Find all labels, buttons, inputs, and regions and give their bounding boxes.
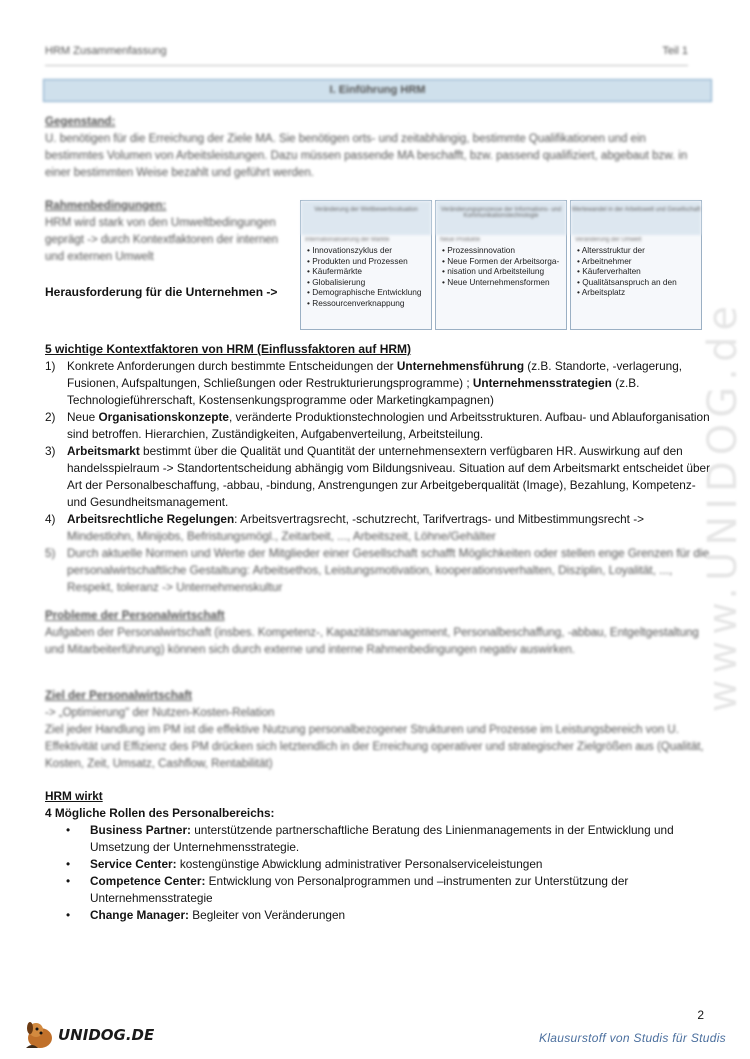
kontext-item-num: 4) (45, 512, 56, 526)
list-item: • Produkten und Prozessen (307, 256, 431, 267)
figure-column-2-list (436, 245, 566, 287)
figure-column-1 (300, 200, 432, 330)
gegenstand-section (45, 114, 705, 182)
role-text: unterstützende partnerschaftliche Beratung des Linienmanagements in der Entwicklung und Umsetzung der Unternehmensstrategie. (90, 823, 674, 854)
kontext-list (45, 358, 710, 528)
role-label: Service Center: (90, 857, 177, 871)
ziel-text: Ziel jeder Handlung im PM ist die effektive Nutzung personalbezogener Strukturen und Prozesse im Leistungsbereich von U. Effektivität und Effizienz des PM drücken sich letztendlich in der Erreichung operativer und strategischer Zielgrößen aus (Qualität, Kosten, Zeit, Umsatz, Cashflow, Rentabilität) (45, 724, 704, 770)
kontext-item-5-num: 5) (45, 546, 56, 560)
watermark: www.UNIDOG.de (700, 300, 746, 713)
kontext-item-5-text: Durch aktuelle Normen und Werte der Mitglieder einer Gesellschaft schafft Möglichkeiten oder stellen enge Grenzen für die personalwirtschaftliche Gestaltung: Arbeitsethos, Leistungsmotivation, kooperationsverhalten, Disziplin, Loyalität, ..., Respekt, toleranz -> Unternehmenskultur (67, 546, 710, 594)
gegenstand-heading: Gegenstand: (45, 116, 116, 128)
list-item: • Käuferverhalten (577, 266, 701, 277)
kontext-item-1 (45, 358, 710, 409)
list-item: • Arbeitsplatz (577, 287, 701, 298)
role-label: Change Manager: (90, 908, 189, 922)
role-item (66, 856, 705, 873)
page-header (45, 45, 688, 66)
role-item (66, 873, 705, 907)
kontext-item-num: 1) (45, 359, 56, 373)
probleme-heading: Probleme der Personalwirtschaft (45, 610, 225, 622)
figure-column-3 (570, 200, 702, 330)
kontext-item-4-continuation (45, 528, 710, 545)
list-item: • Arbeitnehmer (577, 256, 701, 267)
list-item: • Prozessinnovation (442, 245, 566, 256)
kontext-item-text: Arbeitsmarkt bestimmt über die Qualität und Quantität der unternehmensextern verfügbaren HR. Auswirkung auf den handelsspielraum -> Standortentscheidung abhängig vom Bildungsniveau. Situation auf dem Arbeitsmarkt entscheidet über Art der Personalbeschaffung, -abbau, -bindung, Anstrengungen zur Arbeitgeberqualität (Image), Bezahlung, Kompetenz- und Gesundheitsmanagement. (67, 444, 710, 509)
roles-list (45, 822, 705, 924)
context-figure (300, 200, 702, 330)
unidog-logo (22, 1018, 162, 1050)
figure-column-2-sub: Neue Produkte (440, 237, 481, 243)
bullet-icon: • (66, 857, 71, 871)
role-item (66, 822, 705, 856)
gegenstand-text: U. benötigen für die Erreichung der Ziele MA. Sie benötigen orts- und zeitabhängig, bestimmte Qualifikationen und ein bestimmtes Volumen von Arbeitsleistungen. Dazu müssen passende MA beschafft, bzw. passend qualifiziert, abgebaut bzw. in einer bestimmten Weise bezahlt und geführt werden. (45, 133, 688, 179)
roles-section (45, 788, 705, 924)
figure-column-3-sub: Veränderung der Umwelt (575, 237, 642, 243)
rahmen-section (45, 198, 285, 266)
kontext-item-text: Neue Organisationskonzepte, veränderte Produktionstechnologien und Arbeitsstrukturen. Aufbau- und Ablauforganisation sind betroffen. Hierarchien, Zuständigkeiten, Aufgabenverteilung, Arbeitsteilung. (67, 410, 710, 441)
kontext-item-4-extra: Mindestlohn, Minijobs, Befristungsmögl., Zeitarbeit, ..., Arbeitszeit, Löhne/Gehälter (67, 529, 496, 543)
kontext-section (45, 341, 710, 596)
ziel-section (45, 688, 710, 773)
bullet-icon: • (66, 908, 71, 922)
kontext-item-4 (45, 511, 710, 528)
list-item: • Globalisierung (307, 277, 431, 288)
role-text: Entwicklung von Personalprogrammen und –instrumenten zur Unterstützung der Unternehmensstrategie (90, 874, 629, 905)
role-text: kostengünstige Abwicklung administrativer Personalserviceleistungen (176, 857, 543, 871)
list-item: • Innovationszyklus der (307, 245, 431, 256)
figure-column-2-head: Veränderungsprozesse der Informations- und Kommunikationstechnologie (436, 201, 566, 235)
role-text: Begleiter von Veränderungen (188, 908, 346, 922)
probleme-text: Aufgaben der Personalwirtschaft (insbes. Kompetenz-, Kapazitätsmanagement, Personalbeschaffung, -abbau, Entgeltgestaltung und Mitarbeiterführung) können sich durch externe und interne Rahmenbedingungen negativ auswirken. (45, 627, 699, 656)
figure-column-3-list (571, 245, 701, 298)
list-item: • Neue Formen der Arbeitsorga- (442, 256, 566, 267)
kontext-item-text: Konkrete Anforderungen durch bestimmte Entscheidungen der Unternehmensführung (z.B. Standorte, -verlagerung, Fusionen, Aufspaltungen, Schließungen oder Restrukturierungsprogramme) ; Unternehmensstrategien (z.B. Technologieführerschaft, Kostensenkungsprogramme oder Marketingkampagnen) (67, 359, 683, 407)
ziel-line1: -> „Optimierung" der Nutzen-Kosten-Relation (45, 707, 275, 719)
figure-column-1-list (301, 245, 431, 308)
page-number: 2 (697, 1008, 704, 1022)
dog-icon (22, 1018, 58, 1050)
bullet-icon: • (66, 874, 71, 888)
challenge-label: Herausforderung für die Unternehmen -> (45, 285, 278, 299)
roles-subheading: 4 Mögliche Rollen des Personalbereichs: (45, 806, 275, 820)
logo-text: UNIDOG.DE (58, 1026, 155, 1044)
list-item: • nisation und Arbeitsteilung (442, 266, 566, 277)
ziel-heading: Ziel der Personalwirtschaft (45, 690, 192, 702)
kontext-item-3 (45, 443, 710, 511)
kontext-item-2 (45, 409, 710, 443)
figure-column-2 (435, 200, 567, 330)
role-label: Business Partner: (90, 823, 191, 837)
list-item: • Neue Unternehmensformen (442, 277, 566, 288)
section-title: I. Einführung HRM (43, 79, 712, 102)
footer-slogan: Klausurstoff von Studis für Studis (539, 1031, 726, 1045)
role-item (66, 907, 705, 924)
rahmen-heading: Rahmenbedingungen: (45, 200, 167, 212)
kontext-item-num: 3) (45, 444, 56, 458)
bullet-icon: • (66, 823, 71, 837)
list-item: • Ressourcenverknappung (307, 298, 431, 309)
figure-column-1-sub: Internationalisierung der Märkte (305, 237, 390, 243)
figure-column-3-head: Wertewandel in der Arbeitswelt und Gesellschaft (571, 201, 701, 235)
list-item: • Qualitätsanspruch an den (577, 277, 701, 288)
kontext-heading: 5 wichtige Kontextfaktoren von HRM (Einflussfaktoren auf HRM) (45, 342, 412, 356)
kontext-item-5 (45, 545, 710, 596)
list-item: • Käufermärkte (307, 266, 431, 277)
header-right: Teil 1 (662, 45, 688, 57)
roles-heading: HRM wirkt (45, 789, 103, 803)
list-item: • Altersstruktur der (577, 245, 701, 256)
role-label: Competence Center: (90, 874, 206, 888)
list-item: • Demographische Entwicklung (307, 287, 431, 298)
probleme-section (45, 608, 710, 659)
kontext-item-num: 2) (45, 410, 56, 424)
kontext-item-text: Arbeitsrechtliche Regelungen: Arbeitsvertragsrecht, -schutzrecht, Tarifvertrags- und Mitbestimmungsrecht -> (67, 512, 645, 526)
header-left: HRM Zusammenfassung (45, 45, 167, 57)
figure-column-1-head: Veränderung der Wettbewerbssituation (301, 201, 431, 235)
rahmen-text: HRM wird stark von den Umweltbedingungen geprägt -> durch Kontextfaktoren der internen und externen Umwelt (45, 217, 279, 263)
